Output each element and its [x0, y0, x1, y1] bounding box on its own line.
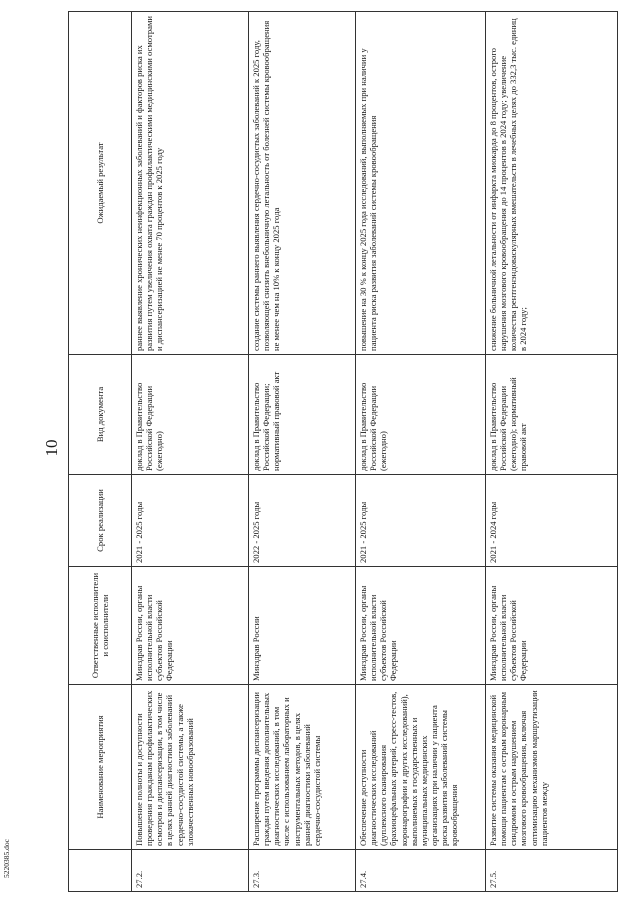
doc-type: доклад в Правительство Российской Федерации (ежегодно); нормативный правовой акт [486, 355, 618, 475]
measures-table [68, 11, 618, 892]
table-row [249, 12, 356, 892]
header-num [69, 850, 132, 892]
table-header-row [69, 12, 132, 892]
table-row [356, 12, 486, 892]
executors: Минздрав России, органы исполнительной власти субъектов Российской Федерации [132, 567, 249, 685]
header-term: Срок реализации [69, 475, 132, 567]
footer-filename: 5220385.doc [2, 839, 11, 878]
doc-type: доклад в Правительство Российской Федерации; нормативный правовой акт [249, 355, 356, 475]
measure-name: Обеспечение доступности диагностических исследований (дуплексного сканирования брахиоцефальных артерий, стресс-тестов, коронарографии и других исследований), выполняемых в государственных и муниципальных медицинских организациях при наличии у пациента риска развития заболеваний системы кровообращения [356, 685, 486, 850]
expected-result: снижение больничной летальности от инфаркта миокарда до 8 процентов, острого нарушения мозгового кровообращения до 14 процентов в 2024 году; увеличение количества рентгенэндоваскулярных вмешательств в лечебных целях до 332,3 тыс. единиц в 2024 году; [486, 12, 618, 355]
measure-name: Повышение полноты и доступности проведения гражданам профилактических осмотров и диспансеризации, в том числе в целях ранней диагностики заболеваний сердечно-сосудистой системы, а также злокачественных новообразований [132, 685, 249, 850]
row-number: 27.2. [132, 850, 249, 892]
page-number: 10 [42, 439, 61, 457]
expected-result: повышение на 30 % к концу 2025 года исследований, выполняемых при наличии у пациента риска развития заболеваний системы кровообращения [356, 12, 486, 355]
measure-name: Расширение программы диспансеризации граждан путем введения дополнительных диагностических исследований, в том числе с использованием лабораторных и инструментальных методов, в целях ранней диагностики заболеваний сердечно-сосудистой системы [249, 685, 356, 850]
expected-result: раннее выявление хронических неинфекционных заболеваний и факторов риска их развития путем увеличения охвата граждан профилактическими медицинскими осмотрами и диспансеризацией не менее 70 процентов к 2025 году [132, 12, 249, 355]
header-doc-type: Вид документа [69, 355, 132, 475]
header-name: Наименование мероприятия [69, 685, 132, 850]
table-row [132, 12, 249, 892]
doc-type: доклад в Правительство Российской Федерации (ежегодно) [132, 355, 249, 475]
expected-result: создание системы раннего выявления сердечно-сосудистых заболеваний к 2025 году, позволяющей снизить внебольничную летальность от болезней системы кровообращения не менее чем на 10% к концу 2025 года [249, 12, 356, 355]
term: 2022 - 2025 годы [249, 475, 356, 567]
term: 2021 - 2025 годы [132, 475, 249, 567]
doc-type: доклад в Правительство Российской Федерации (ежегодно) [356, 355, 486, 475]
header-result: Ожидаемый результат [69, 12, 132, 355]
row-number: 27.4. [356, 850, 486, 892]
row-number: 27.5. [486, 850, 618, 892]
term: 2021 - 2024 годы [486, 475, 618, 567]
table-row [486, 12, 618, 892]
term: 2021 - 2025 годы [356, 475, 486, 567]
executors: Минздрав России, органы исполнительной власти субъектов Российской Федерации [356, 567, 486, 685]
executors: Минздрав России, органы исполнительной власти субъектов Российской Федерации [486, 567, 618, 685]
row-number: 27.3. [249, 850, 356, 892]
measure-name: Развитие системы оказания медицинской помощи пациентам с острым коронарным синдромом и острым нарушением мозгового кровообращения, включая оптимизацию механизмов маршрутизации пациентов между [486, 685, 618, 850]
measures-table-container [68, 12, 608, 892]
header-executors: Ответственные исполнители и соисполнители [69, 567, 132, 685]
executors: Минздрав России [249, 567, 356, 685]
